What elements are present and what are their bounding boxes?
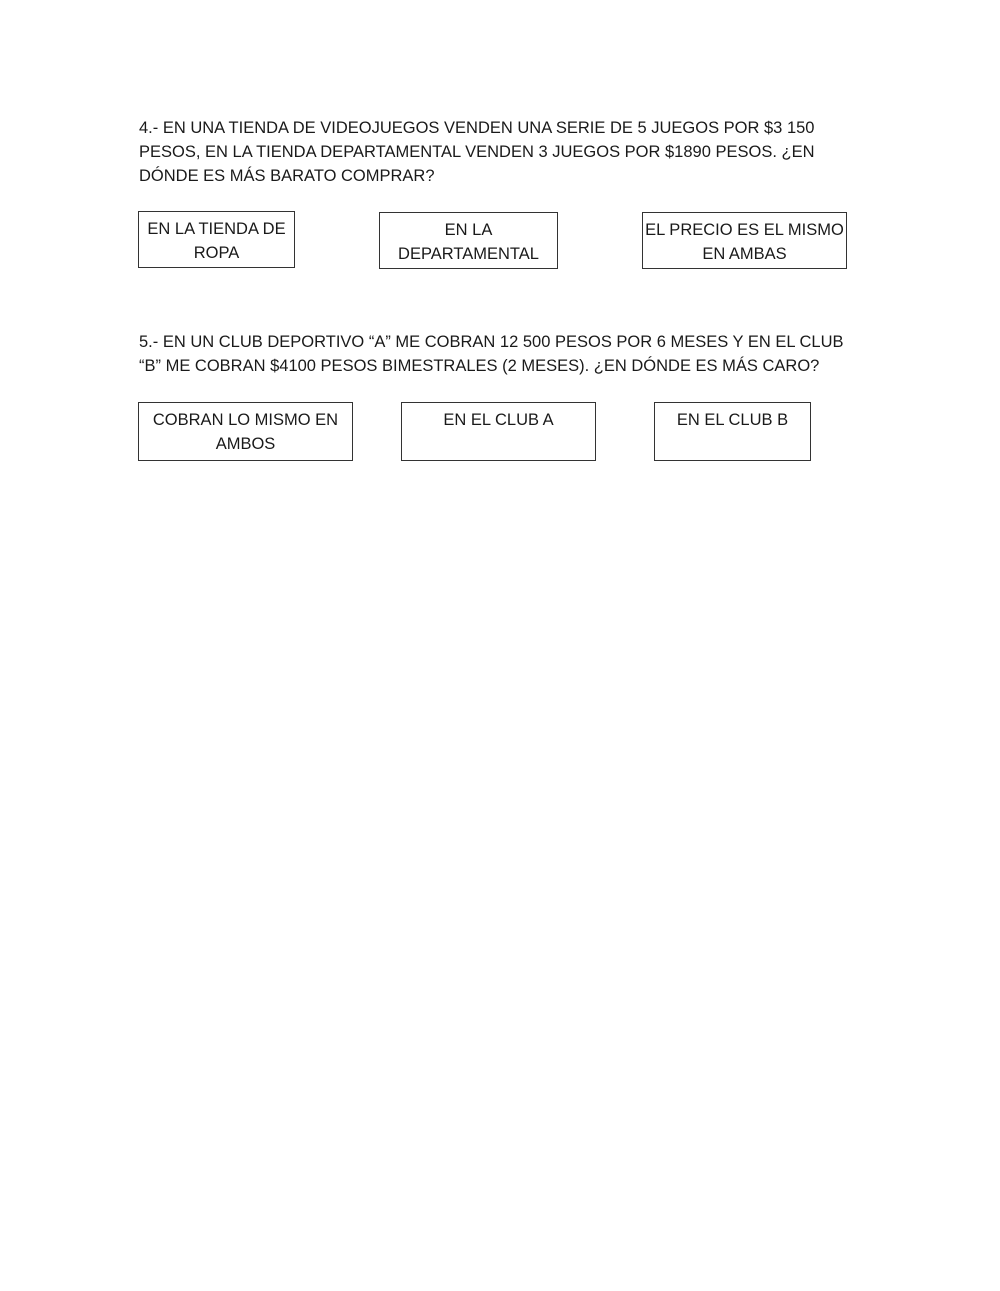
question-4-text: 4.- EN UNA TIENDA DE VIDEOJUEGOS VENDEN UNA SERIE DE 5 JUEGOS POR $3 150 PESOS, EN LA TIENDA DEPARTAMENTAL VENDEN 3 JUEGOS POR $1890 PESOS. ¿EN DÓNDE ES MÁS BARATO COMPRAR? bbox=[139, 119, 815, 185]
question-5-option-club-a[interactable]: EN EL CLUB A bbox=[401, 402, 596, 461]
question-4-option-mismo-precio[interactable]: EL PRECIO ES EL MISMO EN AMBAS bbox=[642, 212, 847, 269]
question-5-text: 5.- EN UN CLUB DEPORTIVO “A” ME COBRAN 12 500 PESOS POR 6 MESES Y EN EL CLUB “B” ME COBRAN $4100 PESOS BIMESTRALES (2 MESES). ¿EN DÓNDE ES MÁS CARO? bbox=[139, 333, 844, 375]
question-5-option-club-b[interactable]: EN EL CLUB B bbox=[654, 402, 811, 461]
question-4-option-tienda-de-ropa[interactable]: EN LA TIENDA DE ROPA bbox=[138, 211, 295, 268]
question-5-option-lo-mismo[interactable]: COBRAN LO MISMO EN AMBOS bbox=[138, 402, 353, 461]
question-4-option-departamental[interactable]: EN LA DEPARTAMENTAL bbox=[379, 212, 558, 269]
